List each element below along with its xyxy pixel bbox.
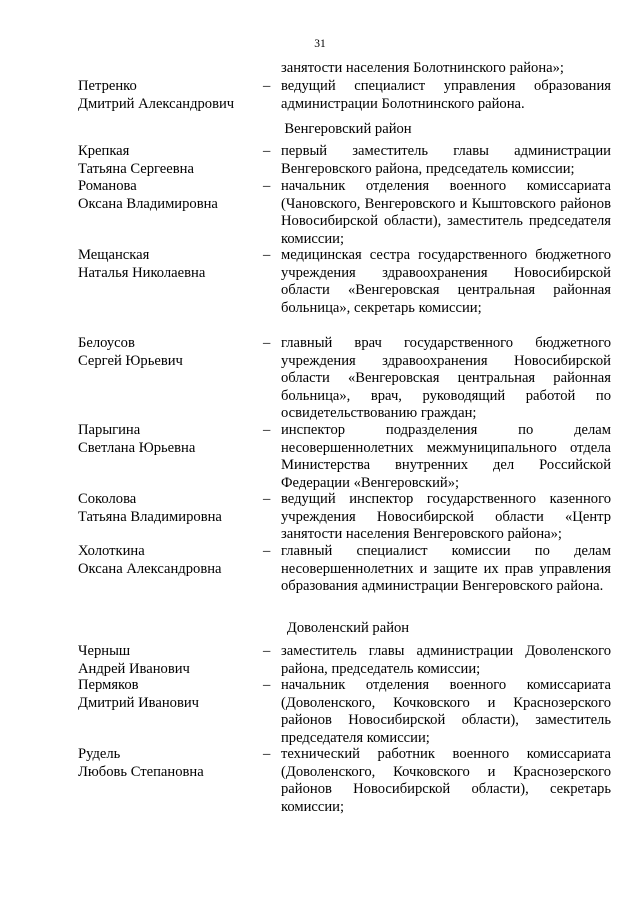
dash: – bbox=[263, 178, 271, 194]
dash: – bbox=[263, 677, 271, 693]
member-given-name: Андрей Иванович bbox=[78, 660, 190, 677]
member-given-name: Любовь Степановна bbox=[78, 763, 204, 780]
member-name bbox=[78, 543, 263, 578]
member-given-name: Сергей Юрьевич bbox=[78, 352, 183, 369]
member-role: главный врач государственного бюджетного учреждения здравоохранения Новосибирской области «Венгеровская центральная районная больница», врач, руководящий работой по освидетельствованию граждан; bbox=[281, 335, 611, 421]
member-role: медицинская сестра государственного бюджетного учреждения здравоохранения Новосибирской области «Венгеровская центральная районная больница», секретарь комиссии; bbox=[281, 247, 611, 316]
member-name bbox=[78, 746, 263, 781]
section-title: Венгеровский район bbox=[284, 121, 412, 137]
member-name bbox=[78, 491, 263, 526]
member-name bbox=[78, 677, 263, 712]
member-name bbox=[78, 143, 263, 178]
member-role: первый заместитель главы администрации Венгеровского района, председатель комиссии; bbox=[281, 143, 611, 177]
member-role: начальник отделения военного комиссариата (Чановского, Венгеровского и Кыштовского районов Новосибирской области), заместитель председателя комиссии; bbox=[281, 178, 611, 247]
dash: – bbox=[263, 422, 271, 438]
dash: – bbox=[263, 643, 271, 659]
member-surname: Пермяков bbox=[78, 677, 139, 693]
member-given-name: Дмитрий Иванович bbox=[78, 694, 199, 711]
member-name bbox=[78, 178, 263, 213]
member-surname: Парыгина bbox=[78, 422, 141, 438]
member-name bbox=[78, 643, 263, 678]
member-role: главный специалист комиссии по делам несовершеннолетних и защите их прав управления образования администрации Венгеровского района. bbox=[281, 543, 611, 594]
member-role: технический работник военного комиссариата (Доволенского, Кочковского и Краснозерского районов Новосибирской области), секретарь комиссии; bbox=[281, 746, 611, 815]
page-number: 31 bbox=[314, 38, 326, 50]
member-role: инспектор подразделения по делам несовершеннолетних межмуниципального отдела Министерства внутренних дел Российской Федерации «Венгеровский»; bbox=[281, 422, 611, 491]
member-name bbox=[78, 335, 263, 370]
member-name bbox=[78, 422, 263, 457]
member-surname: Соколова bbox=[78, 491, 137, 507]
section-title: Доволенский район bbox=[286, 620, 410, 636]
member-given-name: Наталья Николаевна bbox=[78, 264, 206, 281]
dash: – bbox=[263, 78, 271, 94]
member-name bbox=[78, 247, 263, 282]
dash: – bbox=[263, 143, 271, 159]
dash: – bbox=[263, 491, 271, 507]
member-role: ведущий инспектор государственного казенного учреждения Новосибирской области «Центр занятости населения Венгеровского района»; bbox=[281, 491, 611, 542]
member-surname: Холоткина bbox=[78, 543, 145, 559]
member-surname: Рудель bbox=[78, 746, 121, 762]
dash: – bbox=[263, 543, 271, 559]
member-given-name: Татьяна Владимировна bbox=[78, 508, 222, 525]
dash: – bbox=[263, 247, 271, 263]
member-surname: Петренко bbox=[78, 78, 137, 94]
member-given-name: Дмитрий Александрович bbox=[78, 95, 235, 112]
member-name bbox=[78, 78, 263, 113]
dash: – bbox=[263, 746, 271, 762]
dash: – bbox=[263, 335, 271, 351]
member-role: начальник отделения военного комиссариата (Доволенского, Кочковского и Краснозерского районов Новосибирской области), заместитель председателя комиссии; bbox=[281, 677, 611, 746]
member-role: заместитель главы администрации Доволенского района, председатель комиссии; bbox=[281, 643, 611, 677]
continuation-text: занятости населения Болотнинского района»; bbox=[281, 60, 564, 76]
member-given-name: Оксана Владимировна bbox=[78, 195, 218, 212]
member-surname: Крепкая bbox=[78, 143, 130, 159]
member-surname: Мещанская bbox=[78, 247, 150, 263]
member-given-name: Светлана Юрьевна bbox=[78, 439, 196, 456]
member-given-name: Татьяна Сергеевна bbox=[78, 160, 194, 177]
member-surname: Белоусов bbox=[78, 335, 135, 351]
member-role: ведущий специалист управления образования администрации Болотнинского района. bbox=[281, 78, 611, 112]
member-surname: Романова bbox=[78, 178, 137, 194]
member-given-name: Оксана Александровна bbox=[78, 560, 222, 577]
member-surname: Черныш bbox=[78, 643, 131, 659]
